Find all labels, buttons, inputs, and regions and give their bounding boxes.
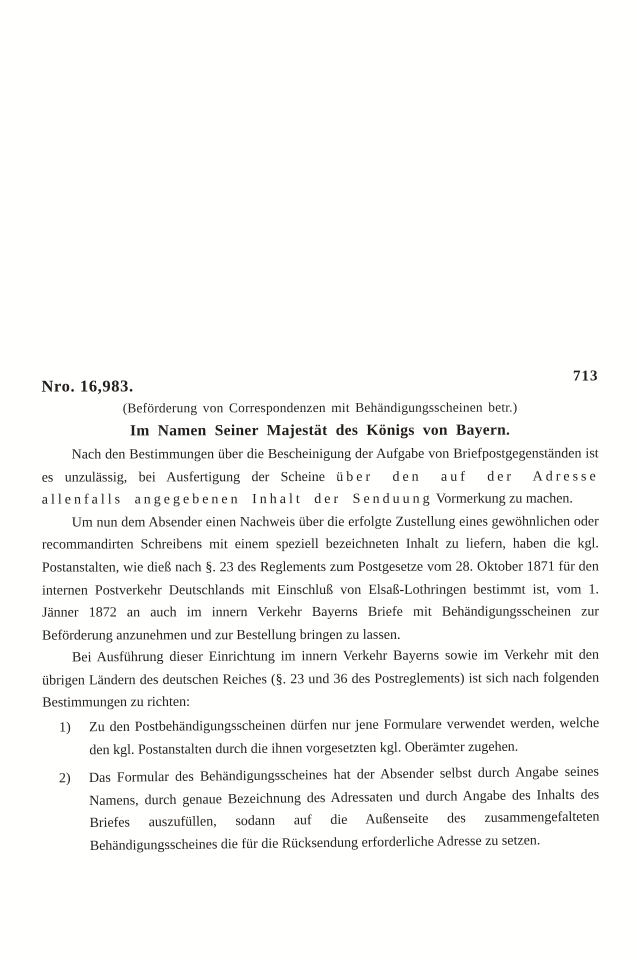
body-text: Bei Ausführung dieser Einrichtung im innern Verkehr Bayerns sowie im Verkehr mit den übrigen Ländern des deutschen Reiches (§. 23 und 36 des Postreglements) ist sich nach folgenden Bestimmungen zu richten: <box>42 648 600 712</box>
paragraph <box>42 443 599 512</box>
body-text: Das Formular des Behändigungsscheines hat der Absender selbst durch Angabe seines Namens, durch genaue Bezeichnung des Adressaten und durch Angabe des Inhalts des Briefes auszufüllen, sodann auf die Außenseite des zusammengefalteten Behändigungsscheines die für die Rücksendung erforderliche Adresse zu setzen. <box>88 764 600 855</box>
subject-line: (Beförderung von Correspondenzen mit Behändigungsscheinen betr.) <box>122 399 518 416</box>
page-header <box>41 368 599 398</box>
list-item <box>42 762 600 859</box>
proclamation-title: Im Namen Seiner Majestät des Königs von Bayern. <box>129 421 511 440</box>
document-body <box>42 443 600 859</box>
list-item <box>42 713 599 763</box>
list-marker: 1) <box>59 720 71 736</box>
paragraph <box>42 645 599 716</box>
page-content <box>41 368 600 859</box>
page-number: 713 <box>572 368 599 385</box>
body-text: Zu den Postbehändigungsscheinen dürfen nur jene Formulare verwendet werden, welche den kgl. Postanstalten durch die ihnen vorgesetzten kgl. Oberämter zugehen. <box>89 716 600 758</box>
list-marker: 2) <box>58 771 71 787</box>
paragraph <box>42 511 599 648</box>
document-number: Nro. 16,983. <box>41 376 134 396</box>
body-text: Vormerkung zu machen. <box>432 491 573 507</box>
letterspaced-text: über den auf der Adresse allenfalls angegebenen Inhalt der Senduung <box>41 469 599 508</box>
body-text: Nach den Bestimmungen über die Bescheinigung der Aufgabe von Briefpostgegenständen ist es unzulässig, bei Ausfertigung der Scheine <box>41 446 599 486</box>
body-text: Um nun dem Absender einen Nachweis über die erfolgte Zustellung eines gewöhnlichen oder recommandirten Schreibens mit einem speziell bezeichneten Inhalt zu liefern, haben die kgl. Postanstalten, wie dieß nach §. 23 des Reglements zum Postgesetze vom 28. Oktober 1871 für den internen Postverkehr Deutschlands mit Einschluß von Elsaß-Lothringen bestimmt ist, vom 1. Jänner 1872 an auch im innern Verkehr Bayerns Briefe mit Behändigungsscheinen zur Beförderung anzunehmen und zur Bestellung bringen zu lassen. <box>41 514 600 644</box>
